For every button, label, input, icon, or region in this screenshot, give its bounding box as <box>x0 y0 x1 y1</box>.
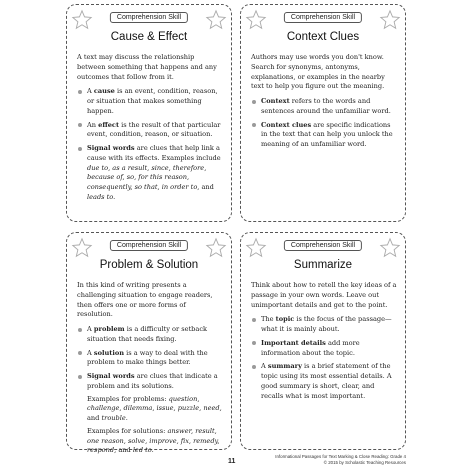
star-icon <box>379 237 401 259</box>
list-item: A problem is a difficulty or setback situation that needs fixing. <box>77 325 223 345</box>
star-icon <box>379 9 401 31</box>
card-title: Summarize <box>293 259 353 271</box>
card-intro: A text may discuss the relationship between something that happens and any outcomes that follow from it. <box>77 53 217 81</box>
star-icon <box>245 237 267 259</box>
card-intro: Think about how to retell the key ideas of a passage in your own words. Leave out unimportant details and get to the point. <box>251 281 397 309</box>
card-body <box>251 281 397 405</box>
card-cause-effect <box>66 4 232 222</box>
card-title: Problem & Solution <box>99 259 199 271</box>
star-icon <box>71 9 93 31</box>
skill-tag: Comprehension Skill <box>110 240 188 251</box>
card-problem-solution <box>66 232 232 455</box>
card-body <box>77 281 223 460</box>
card-title: Cause & Effect <box>110 31 188 43</box>
card-context-clues <box>240 4 406 222</box>
list-item: A summary is a brief statement of the topic using its most essential details. A good summary is short, clear, and recalls what is most important. <box>251 362 397 401</box>
star-icon <box>205 237 227 259</box>
list-item: Signal words are clues that help link a cause with its effects. Examples include due to, as a result, since, therefore, because of, so, for this reason, consequently, so that, in order to, and leads to. <box>77 144 223 203</box>
list-item: Context refers to the words and sentences around the unfamiliar word. <box>251 97 397 117</box>
list-item: Signal words are clues that indicate a problem and its solutions. Examples for problems: question, challenge, dilemma, issue, puzzle, need, and trouble. Examples for solutions: answer, result, one reason, solve, improve, fix, remedy, respond, and led to. <box>77 372 223 456</box>
skill-tag: Comprehension Skill <box>110 12 188 23</box>
problem-examples: Examples for problems: question, challenge, dilemma, issue, puzzle, need, and trouble. <box>87 394 222 422</box>
list-item: Context clues are specific indications in the text that can help you unlock the meaning of an unfamiliar word. <box>251 121 397 150</box>
page-number: 11 <box>228 458 236 465</box>
card-body <box>77 53 223 207</box>
skill-tag: Comprehension Skill <box>284 12 362 23</box>
card-intro: In this kind of writing presents a challenging situation to engage readers, then offers one or more forms of resolution. <box>77 281 213 319</box>
list-item: Important details add more information about the topic. <box>251 339 397 359</box>
solution-examples: Examples for solutions: answer, result, one reason, solve, improve, fix, remedy, respond, and led to. <box>87 426 220 455</box>
star-icon <box>205 9 227 31</box>
footer-credit: Informational Passages for Text Marking & Close Reading: Grade 4 © 2015 by Scholastic Teaching Resources <box>275 454 406 465</box>
star-icon <box>71 237 93 259</box>
card-intro: Authors may use words you don't know. Search for synonyms, antonyms, explanations, or examples in the nearby text to help you figure out the meaning. <box>251 53 385 91</box>
list-item: The topic is the focus of the passage— what it is mainly about. <box>251 315 397 335</box>
card-body <box>251 53 397 154</box>
list-item: An effect is the result of that particular event, condition, reason, or situation. <box>77 121 223 141</box>
comprehension-cards-sheet <box>66 4 406 455</box>
star-icon <box>245 9 267 31</box>
card-summarize <box>240 232 406 450</box>
list-item: A cause is an event, condition, reason, or situation that makes something happen. <box>77 87 223 116</box>
skill-tag: Comprehension Skill <box>284 240 362 251</box>
list-item: A solution is a way to deal with the problem to make things better. <box>77 349 223 369</box>
card-title: Context Clues <box>286 31 360 43</box>
